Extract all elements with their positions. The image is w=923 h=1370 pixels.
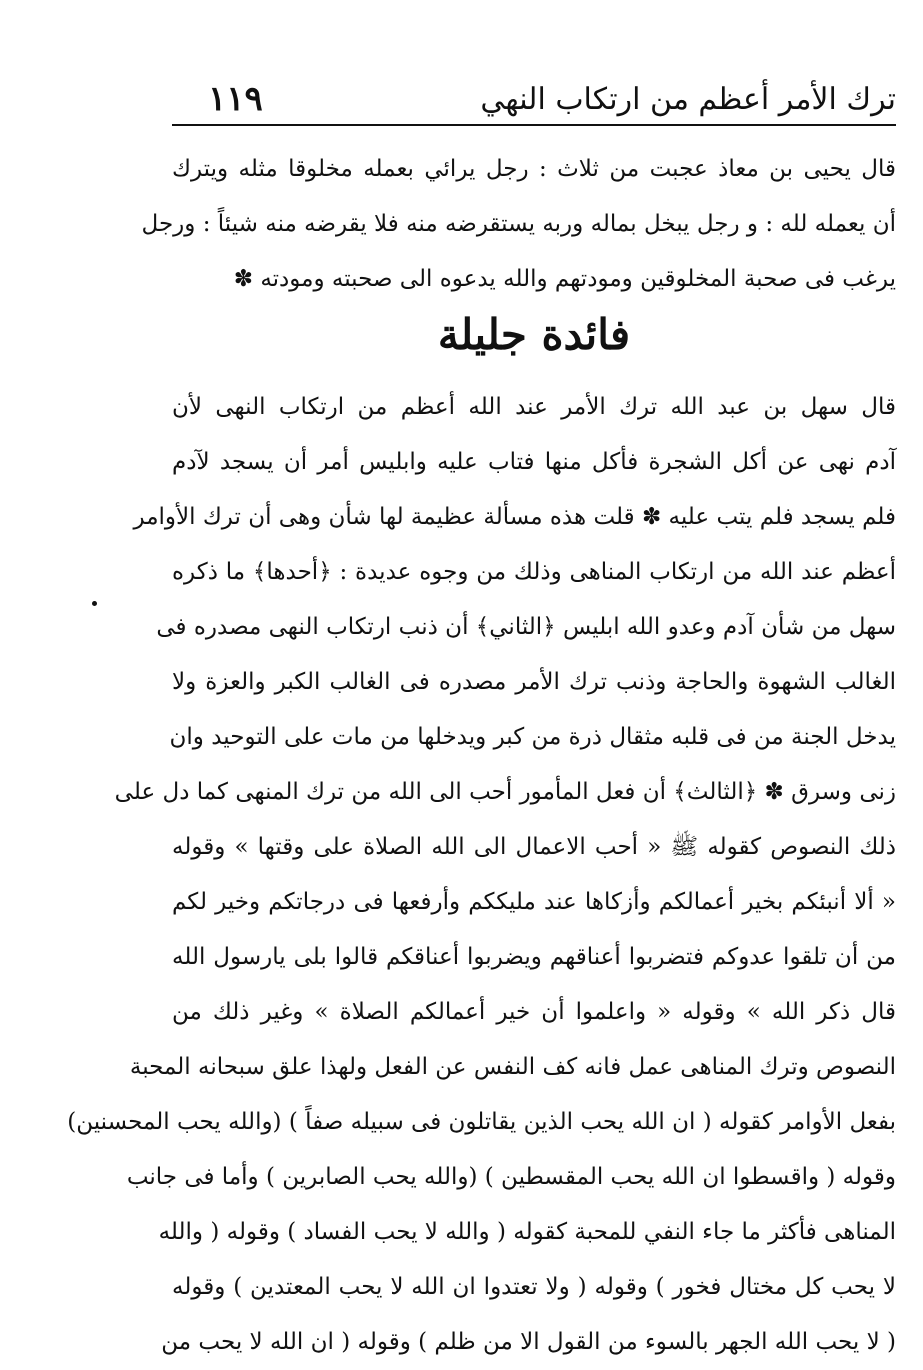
text-line: أن يعمله لله : و رجل يبخل بماله وربه يستقرضه منه فلا يقرضه منه شيئاً : ورجل	[141, 211, 896, 237]
text-line: ذلك النصوص كقوله ﷺ « أحب الاعمال الى الله الصلاة على وقتها » وقوله	[172, 834, 896, 860]
text-line: زنى وسرق ✽ ﴿الثالث﴾ أن فعل المأمور أحب الى الله من ترك المنهى كما دل على	[114, 779, 896, 805]
text-line: أعظم عند الله من ارتكاب المناهى وذلك من وجوه عديدة : ﴿أحدها﴾ ما ذكره	[172, 559, 896, 585]
text-line: ( لا يحب الله الجهر بالسوء من القول الا من ظلم ) وقوله ( ان الله لا يحب من	[161, 1329, 896, 1355]
text-line: فلم يسجد فلم يتب عليه ✽ قلت هذه مسألة عظيمة لها شأن وهى أن ترك الأوامر	[133, 504, 896, 530]
intro-quote-paragraph	[141, 142, 896, 307]
running-head	[172, 74, 896, 124]
page-number: ١١٩	[208, 79, 263, 119]
text-line: يرغب فى صحبة المخلوقين ومودتهم والله يدعوه الى صحبته ومودته ✽	[233, 266, 896, 292]
text-line: المناهى فأكثر ما جاء النفي للمحبة كقوله ( والله لا يحب الفساد ) وقوله ( والله	[158, 1219, 896, 1245]
header-rule	[172, 124, 896, 126]
text-line: لا يحب كل مختال فخور ) وقوله ( ولا تعتدوا ان الله لا يحب المعتدين ) وقوله	[172, 1274, 896, 1300]
text-line: « ألا أنبئكم بخير أعمالكم وأزكاها عند مليككم وأرفعها فى درجاتكم وخير لكم	[172, 889, 896, 915]
text-line: من أن تلقوا عدوكم فتضربوا أعناقهم ويضربوا أعناقكم قالوا بلى يارسول الله	[172, 944, 896, 970]
margin-dot	[92, 601, 97, 606]
text-line: بفعل الأوامر كقوله ( ان الله يحب الذين يقاتلون فى سبيله صفاً ) (والله يحب المحسنين)	[67, 1109, 896, 1135]
text-line: قال ذكر الله » وقوله « واعلموا أن خير أعمالكم الصلاة » وغير ذلك من	[172, 999, 896, 1025]
text-line: الغالب الشهوة والحاجة وذنب ترك الأمر مصدره فى الغالب الكبر والعزة ولا	[172, 669, 896, 695]
text-line: قال يحيى بن معاذ عجبت من ثلاث : رجل يرائي بعمله مخلوقا مثله ويترك	[172, 156, 896, 182]
running-title: ترك الأمر أعظم من ارتكاب النهي	[480, 82, 896, 117]
body-paragraph	[67, 380, 896, 1370]
text-line: يدخل الجنة من فى قلبه مثقال ذرة من كبر ويدخلها من مات على التوحيد وان	[169, 724, 896, 750]
text-line: النصوص وترك المناهى عمل فانه كف النفس عن الفعل ولهذا علق سبحانه المحبة	[129, 1054, 896, 1080]
text-line: وقوله ( واقسطوا ان الله يحب المقسطين ) (والله يحب الصابرين ) وأما فى جانب	[126, 1164, 896, 1190]
text-line: قال سهل بن عبد الله ترك الأمر عند الله أعظم من ارتكاب النهى لأن	[172, 394, 896, 420]
section-heading: فائدة جليلة	[437, 310, 631, 359]
text-line: آدم نهى عن أكل الشجرة فأكل منها فتاب عليه وابليس أمر أن يسجد لآدم	[172, 449, 896, 475]
text-line: سهل من شأن آدم وعدو الله ابليس ﴿الثاني﴾ أن ذنب ارتكاب النهى مصدره فى	[156, 614, 896, 640]
